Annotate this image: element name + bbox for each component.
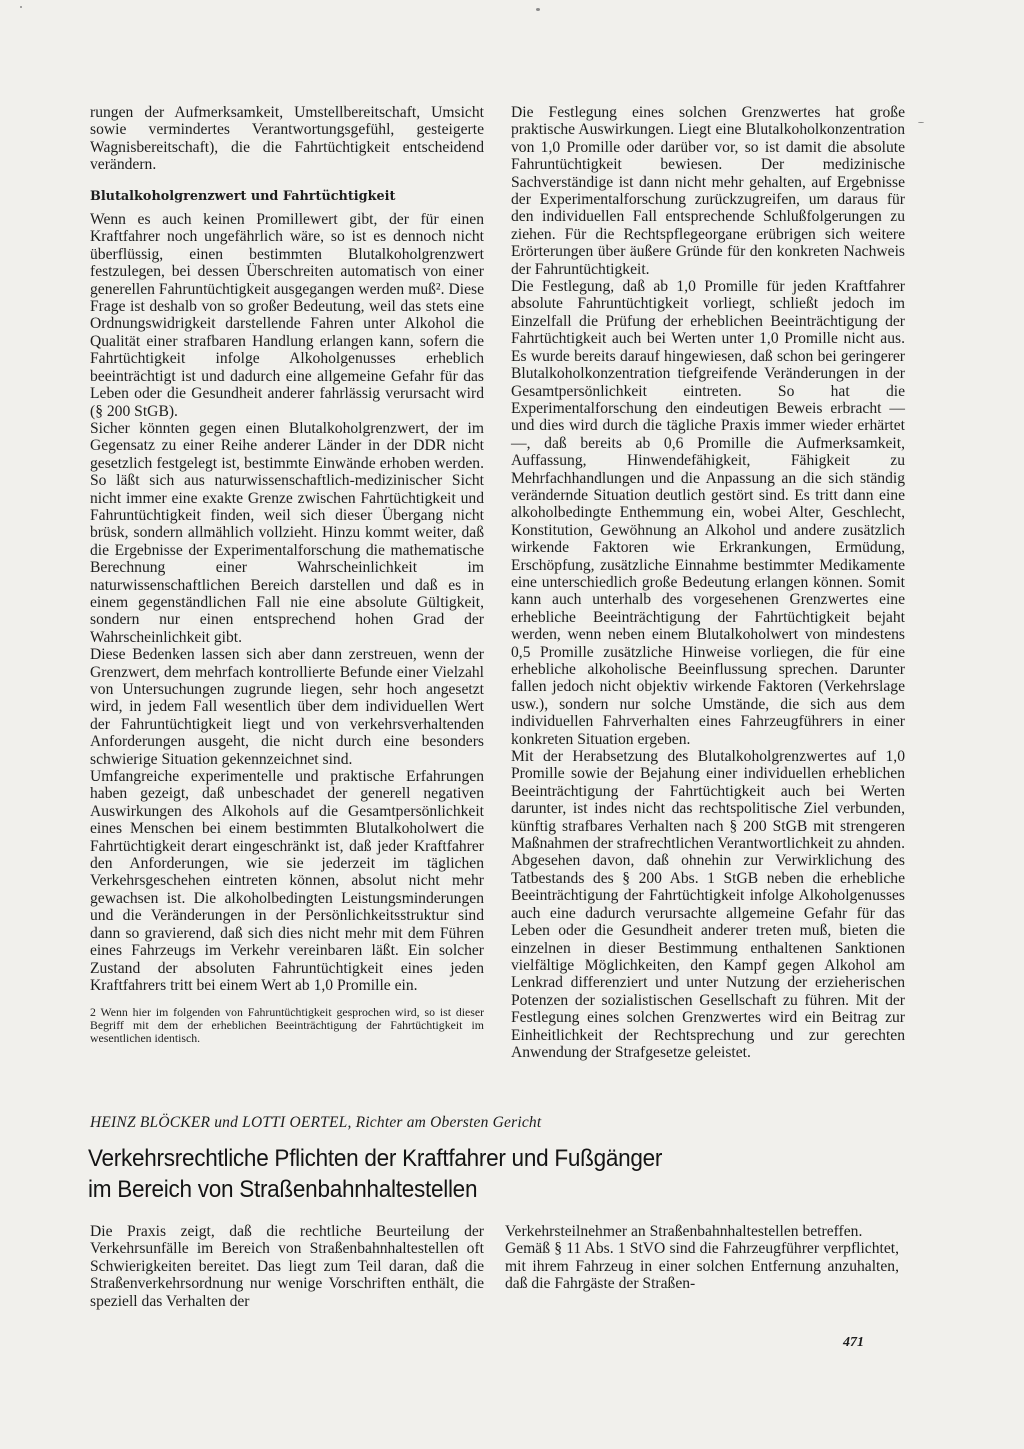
paragraph: Umfangreiche experimentelle und praktische Erfahrungen haben gezeigt, daß unbeschadet der generell negativen Auswirkungen des Alkohols auf die Gesamtpersönlichkeit eines Menschen bei einem bestimmten Blutalkoholwert die Fahrtüchtigkeit derart eingeschränkt ist, daß jeder Kraftfahrer den Anforderungen, wie sie jederzeit im täglichen Verkehrsgeschehen eintreten können, absolut nicht mehr gewachsen ist. Die alkoholbedingten Leistungsminderungen und die Veränderungen in der Persönlichkeitsstruktur sind dann so gravierend, daß sich dies nicht mehr mit dem Führen eines Fahrzeugs im Verkehr vereinbaren läßt. Ein solcher Zustand der absoluten Fahruntüchtigkeit eines jeden Kraftfahrers tritt bei einem Wert ab 1,0 Promille ein.	[90, 768, 484, 994]
paragraph: Mit der Herabsetzung des Blutalkoholgrenzwertes auf 1,0 Promille sowie der Bejahung einer individuellen erheblichen Beeinträchtigung der Fahrtüchtigkeit auch bei Werten darunter, ist indes nicht das rechtspolitische Ziel verbunden, künftig strafbares Verhalten nach § 200 StGB mit strengeren Maßnahmen der strafrechtlichen Verantwortlichkeit zu ahnden. Abgesehen davon, daß ohnehin zur Verwirklichung des Tatbestands des § 200 Abs. 1 StGB neben die erhebliche Beeinträchtigung der Fahrtüchtigkeit infolge Alkoholgenusses auch eine dadurch verursachte allgemeine Gefahr für das Leben oder die Gesundheit anderer treten muß, bieten die einzelnen in dieser Bestimmung enthaltenen Sanktionen vielfältige Möglichkeiten, den Kampf gegen Alkohol am Lenkrad differenziert und unter Nutzung der erzieherischen Potenzen der sozialistischen Gesellschaft zu führen. Mit der Festlegung eines solchen Grenzwertes wird ein Beitrag zur Einheitlichkeit der Rechtsprechung und zur gerechten Anwendung der Strafgesetze geleistet.	[511, 748, 905, 1061]
left-column	[90, 104, 484, 1045]
paragraph: Diese Bedenken lassen sich aber dann zerstreuen, wenn der Grenzwert, dem mehrfach kontrollierte Befunde einer Vielzahl von Untersuchungen zugrunde liegen, sehr hoch angesetzt wird, in jedem Fall wesentlich über dem individuellen Wert der Fahruntüchtigkeit liegt und von verkehrsverhaltenden Anforderungen ausgeht, die nicht durch eine besonders schwierige Situation gekennzeichnet sind.	[90, 646, 484, 768]
scan-speck	[20, 6, 22, 8]
article-byline: HEINZ BLÖCKER und LOTTI OERTEL, Richter am Obersten Gericht	[90, 1114, 542, 1131]
footnote: 2 Wenn hier im folgenden von Fahruntüchtigkeit gesprochen wird, so ist dieser Begriff mit dem der erheblichen Beeinträchtigung der Fahrtüchtigkeit im wesentlichen identisch.	[90, 1005, 484, 1046]
article-headline	[88, 1143, 861, 1205]
article-left-column	[90, 1223, 484, 1310]
scan-speck	[536, 8, 540, 11]
paragraph: Die Festlegung, daß ab 1,0 Promille für jeden Kraftfahrer absolute Fahruntüchtigkeit vorliegt, schließt jedoch im Einzelfall die Prüfung der erheblichen Beeinträchtigung der Fahrtüchtigkeit auch bei Werten unter 1,0 Promille nicht aus. Es wurde bereits darauf hingewiesen, daß schon bei geringerer Blutalkoholkonzentration tiefgreifende Veränderungen in der Gesamtpersönlichkeit eintreten. So hat die Experimentalforschung den eindeutigen Beweis erbracht — und dies wird durch die tägliche Praxis immer wieder erhärtet —, daß bereits ab 0,6 Promille die Aufmerksamkeit, Auffassung, Hinwendefähigkeit, Fähigkeit zu Mehrfachhandlungen und die Anpassung an die sich ständig verändernde Situation deutlich gestört sind. Es tritt dann eine alkoholbedingte Enthemmung ein, wobei Alter, Geschlecht, Konstitution, Gewöhnung an Alkohol und andere zusätzlich wirkende Faktoren wie Erkrankungen, Ermüdung, Erschöpfung, zusätzliche Einnahme bestimmter Medikamente eine unterschiedlich große Bedeutung erlangen können. Somit kann auch unterhalb des vorgesehenen Grenzwertes eine erhebliche Beeinträchtigung der Fahrtüchtigkeit bejaht werden, wenn neben einem Blutalkoholwert von mindestens 0,5 Promille zusätzliche Hinweise vorliegen, die für eine erhebliche alkoholische Beeinflussung sprechen. Darunter fallen jedoch nicht objektiv wirkende Faktoren (Verkehrslage usw.), sondern nur solche Umstände, die sich aus dem individuellen Fahrverhalten eines Fahrzeugführers in einer konkreten Situation ergeben.	[511, 278, 905, 748]
section-heading: Blutalkoholgrenzwert und Fahrtüchtigkeit	[90, 188, 396, 204]
paragraph: Verkehrsteilnehmer an Straßenbahnhaltestellen betreffen.	[505, 1223, 863, 1240]
paragraph: Wenn es auch keinen Promillewert gibt, der für einen Kraftfahrer noch ungefährlich wäre, so ist es dennoch nicht überflüssig, einen bestimmten Blutalkoholgrenzwert festzulegen, bei dessen Überschreiten automatisch von einer generellen Fahruntüchtigkeit ausgegangen werden muß². Diese Frage ist deshalb von so großer Bedeutung, weil das stets eine Ordnungswidrigkeit darstellende Fahren unter Alkohol die Qualität einer strafbaren Handlung erlangen kann, sofern die Fahrtüchtigkeit infolge Alkoholgenusses erheblich beeinträchtigt ist und dadurch eine allgemeine Gefahr für das Leben oder die Gesundheit anderer fahrlässig verursacht wird (§ 200 StGB).	[90, 211, 484, 420]
paragraph: Die Praxis zeigt, daß die rechtliche Beurteilung der Verkehrsunfälle im Bereich von Straßenbahnhaltestellen oft Schwierigkeiten bereitet. Das liegt zum Teil daran, daß die Straßenverkehrsordnung nur wenige Vorschriften enthält, die speziell das Verhalten der	[90, 1223, 484, 1310]
paragraph: rungen der Aufmerksamkeit, Umstellbereitschaft, Umsicht sowie vermindertes Verantwortungsgefühl, gesteigerte Wagnisbereitschaft), die die Fahrtüchtigkeit entscheidend verändern.	[90, 104, 484, 174]
paragraph: Gemäß § 11 Abs. 1 StVO sind die Fahrzeugführer verpflichtet, mit ihrem Fahrzeug in einer solchen Entfernung anzuhalten, daß die Fahrgäste der Straßen-	[505, 1240, 899, 1293]
headline-line: im Bereich von Straßenbahnhaltestellen	[88, 1176, 478, 1203]
paragraph: Die Festlegung eines solchen Grenzwertes hat große praktische Auswirkungen. Liegt eine Blutalkoholkonzentration von 1,0 Promille oder darüber vor, so ist damit die absolute Fahruntüchtigkeit bewiesen. Der medizinische Sachverständige ist dann nicht mehr gehalten, auf Ergebnisse der Experimentalforschung zurückzugreifen, um daraus für den individuellen Fall entsprechende Schlußfolgerungen zu ziehen. Für die Rechtspflegeorgane erübrigen sich weitere Erörterungen über äußere Gründe für den konkreten Nachweis der Fahruntüchtigkeit.	[511, 104, 905, 278]
right-column	[511, 104, 905, 1061]
scan-speck	[918, 122, 924, 123]
paragraph: Sicher könnten gegen einen Blutalkoholgrenzwert, der im Gegensatz zu einer Reihe anderer Länder in der DDR nicht gesetzlich festgelegt ist, bestimmte Einwände erhoben werden. So läßt sich aus naturwissenschaftlich-medizinischer Sicht nicht immer eine exakte Grenze zwischen Fahrtüchtigkeit und Fahruntüchtigkeit finden, weil sich dieser Übergang nicht brüsk, sondern allmählich vollzieht. Hinzu kommt weiter, daß die Ergebnisse der Experimentalforschung die mathematische Berechnung einer Wahrscheinlichkeit im naturwissenschaftlichen Bereich darstellen und daß es in einem gegenständlichen Fall nie eine absolute Gültigkeit, sondern nur einen entsprechend hohen Grad der Wahrscheinlichkeit gibt.	[90, 419, 484, 646]
headline-line: Verkehrsrechtliche Pflichten der Kraftfahrer und Fußgänger	[88, 1145, 663, 1172]
page-number: 471	[843, 1335, 864, 1350]
article-right-column	[505, 1223, 899, 1293]
